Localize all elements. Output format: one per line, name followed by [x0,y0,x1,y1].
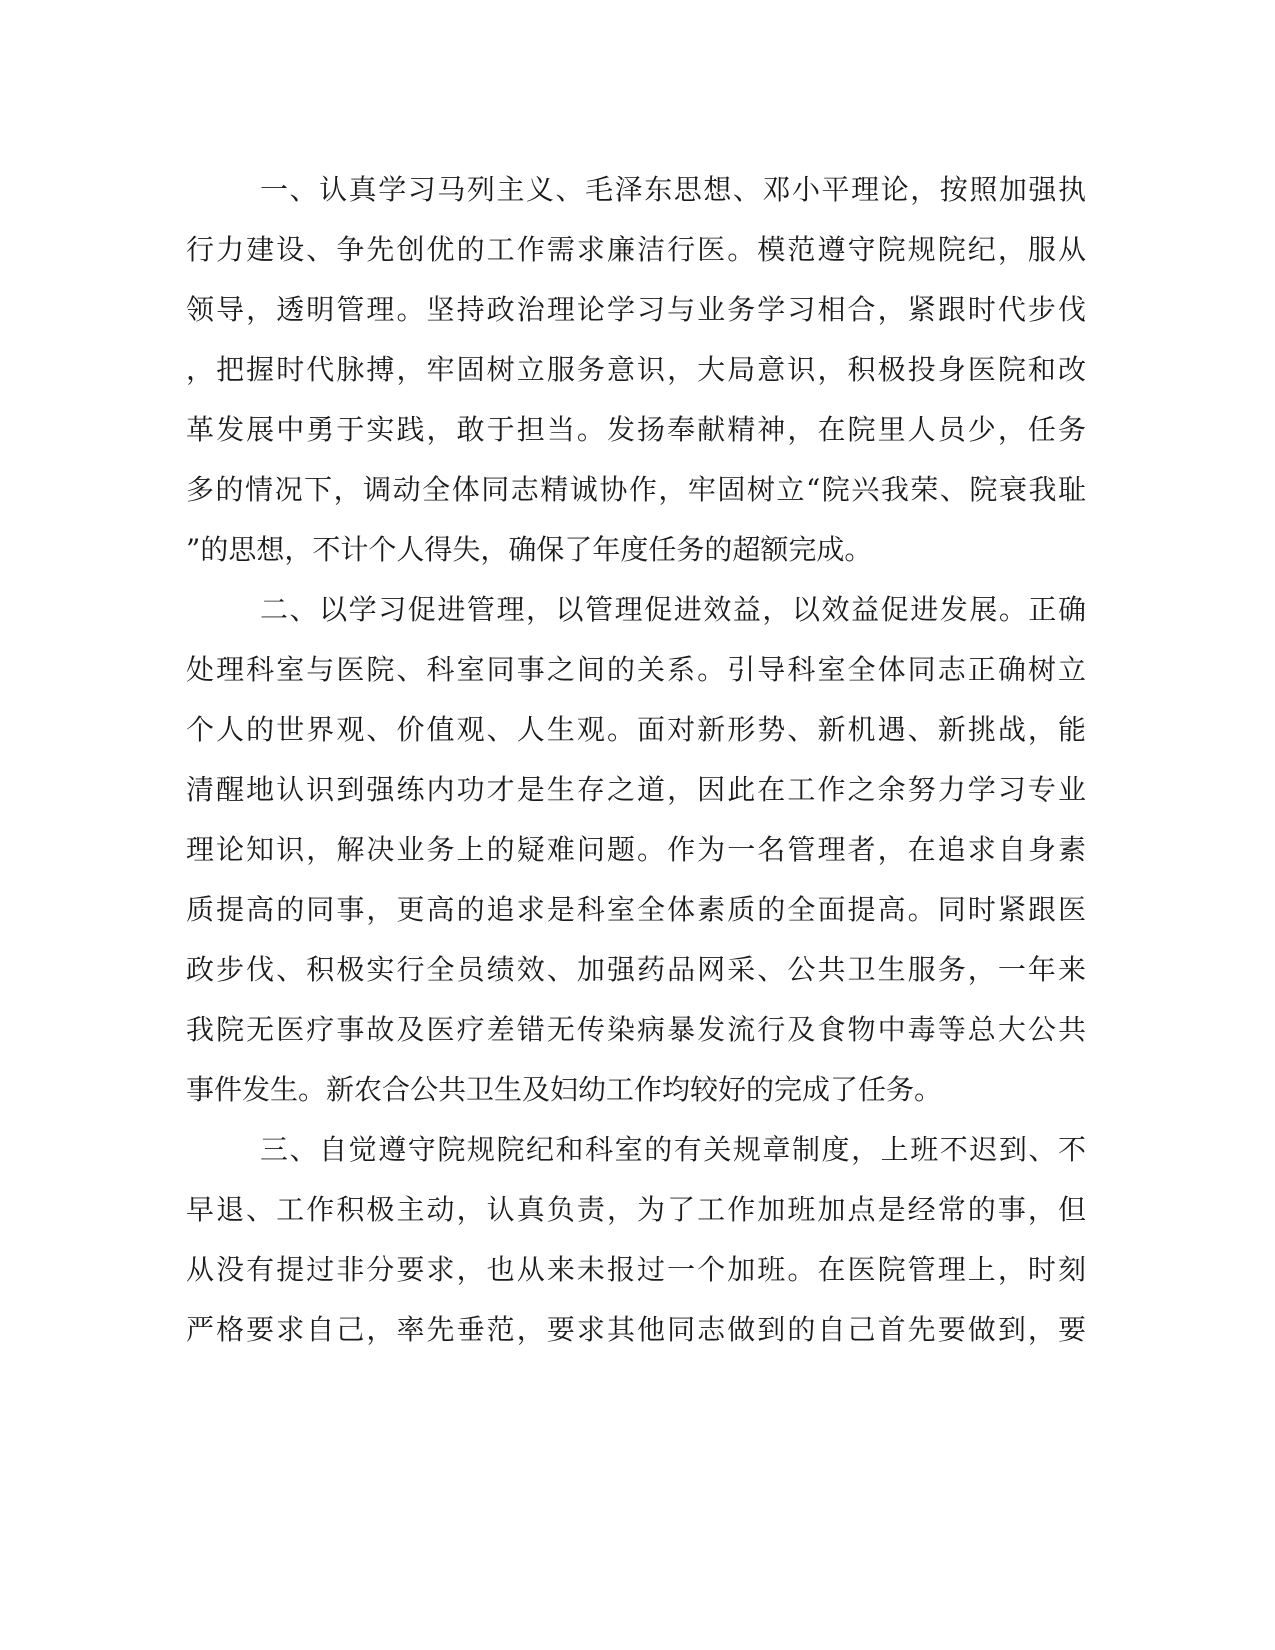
document-body [186,160,1086,1360]
paragraph-line: 清醒地认识到强练内功才是生存之道，因此在工作之余努力学习专业 [186,773,1086,806]
paragraph-line: 二、以学习促进管理，以管理促进效益，以效益促进发展。正确 [260,593,1086,626]
paragraph-3 [186,1120,1086,1360]
paragraph-line: 个人的世界观、价值观、人生观。面对新形势、新机遇、新挑战，能 [186,713,1086,746]
paragraph-line: 理论知识，解决业务上的疑难问题。作为一名管理者，在追求自身素 [186,833,1086,866]
paragraph-line: 从没有提过非分要求，也从来未报过一个加班。在医院管理上，时刻 [186,1253,1086,1286]
paragraph-line: 质提高的同事，更高的追求是科室全体素质的全面提高。同时紧跟医 [186,893,1086,926]
paragraph-2 [186,580,1086,1120]
paragraph-line: ，把握时代脉搏，牢固树立服务意识，大局意识，积极投身医院和改 [186,353,1086,386]
paragraph-line: 处理科室与医院、科室同事之间的关系。引导科室全体同志正确树立 [186,653,1086,686]
paragraph-line: 严格要求自己，率先垂范，要求其他同志做到的自己首先要做到，要 [186,1313,1086,1346]
paragraph-line: 三、自觉遵守院规院纪和科室的有关规章制度，上班不迟到、不 [260,1133,1086,1166]
paragraph-line: 一、认真学习马列主义、毛泽东思想、邓小平理论，按照加强执 [260,173,1086,206]
paragraph-1 [186,160,1086,580]
paragraph-line: 多的情况下，调动全体同志精诚协作，牢固树立“院兴我荣、院衰我耻 [186,473,1086,506]
paragraph-line: 我院无医疗事故及医疗差错无传染病暴发流行及食物中毒等总大公共 [186,1013,1086,1046]
paragraph-line: 领导，透明管理。坚持政治理论学习与业务学习相合，紧跟时代步伐 [186,293,1086,326]
paragraph-line: 行力建设、争先创优的工作需求廉洁行医。模范遵守院规院纪，服从 [186,233,1086,266]
paragraph-line: ”的思想，不计个人得失，确保了年度任务的超额完成。 [186,533,873,566]
paragraph-line: 革发展中勇于实践，敢于担当。发扬奉献精神，在院里人员少，任务 [186,413,1086,446]
paragraph-line: 早退、工作积极主动，认真负责，为了工作加班加点是经常的事，但 [186,1193,1086,1226]
paragraph-line: 政步伐、积极实行全员绩效、加强药品网采、公共卫生服务，一年来 [186,953,1086,986]
paragraph-line: 事件发生。新农合公共卫生及妇幼工作均较好的完成了任务。 [186,1073,943,1106]
